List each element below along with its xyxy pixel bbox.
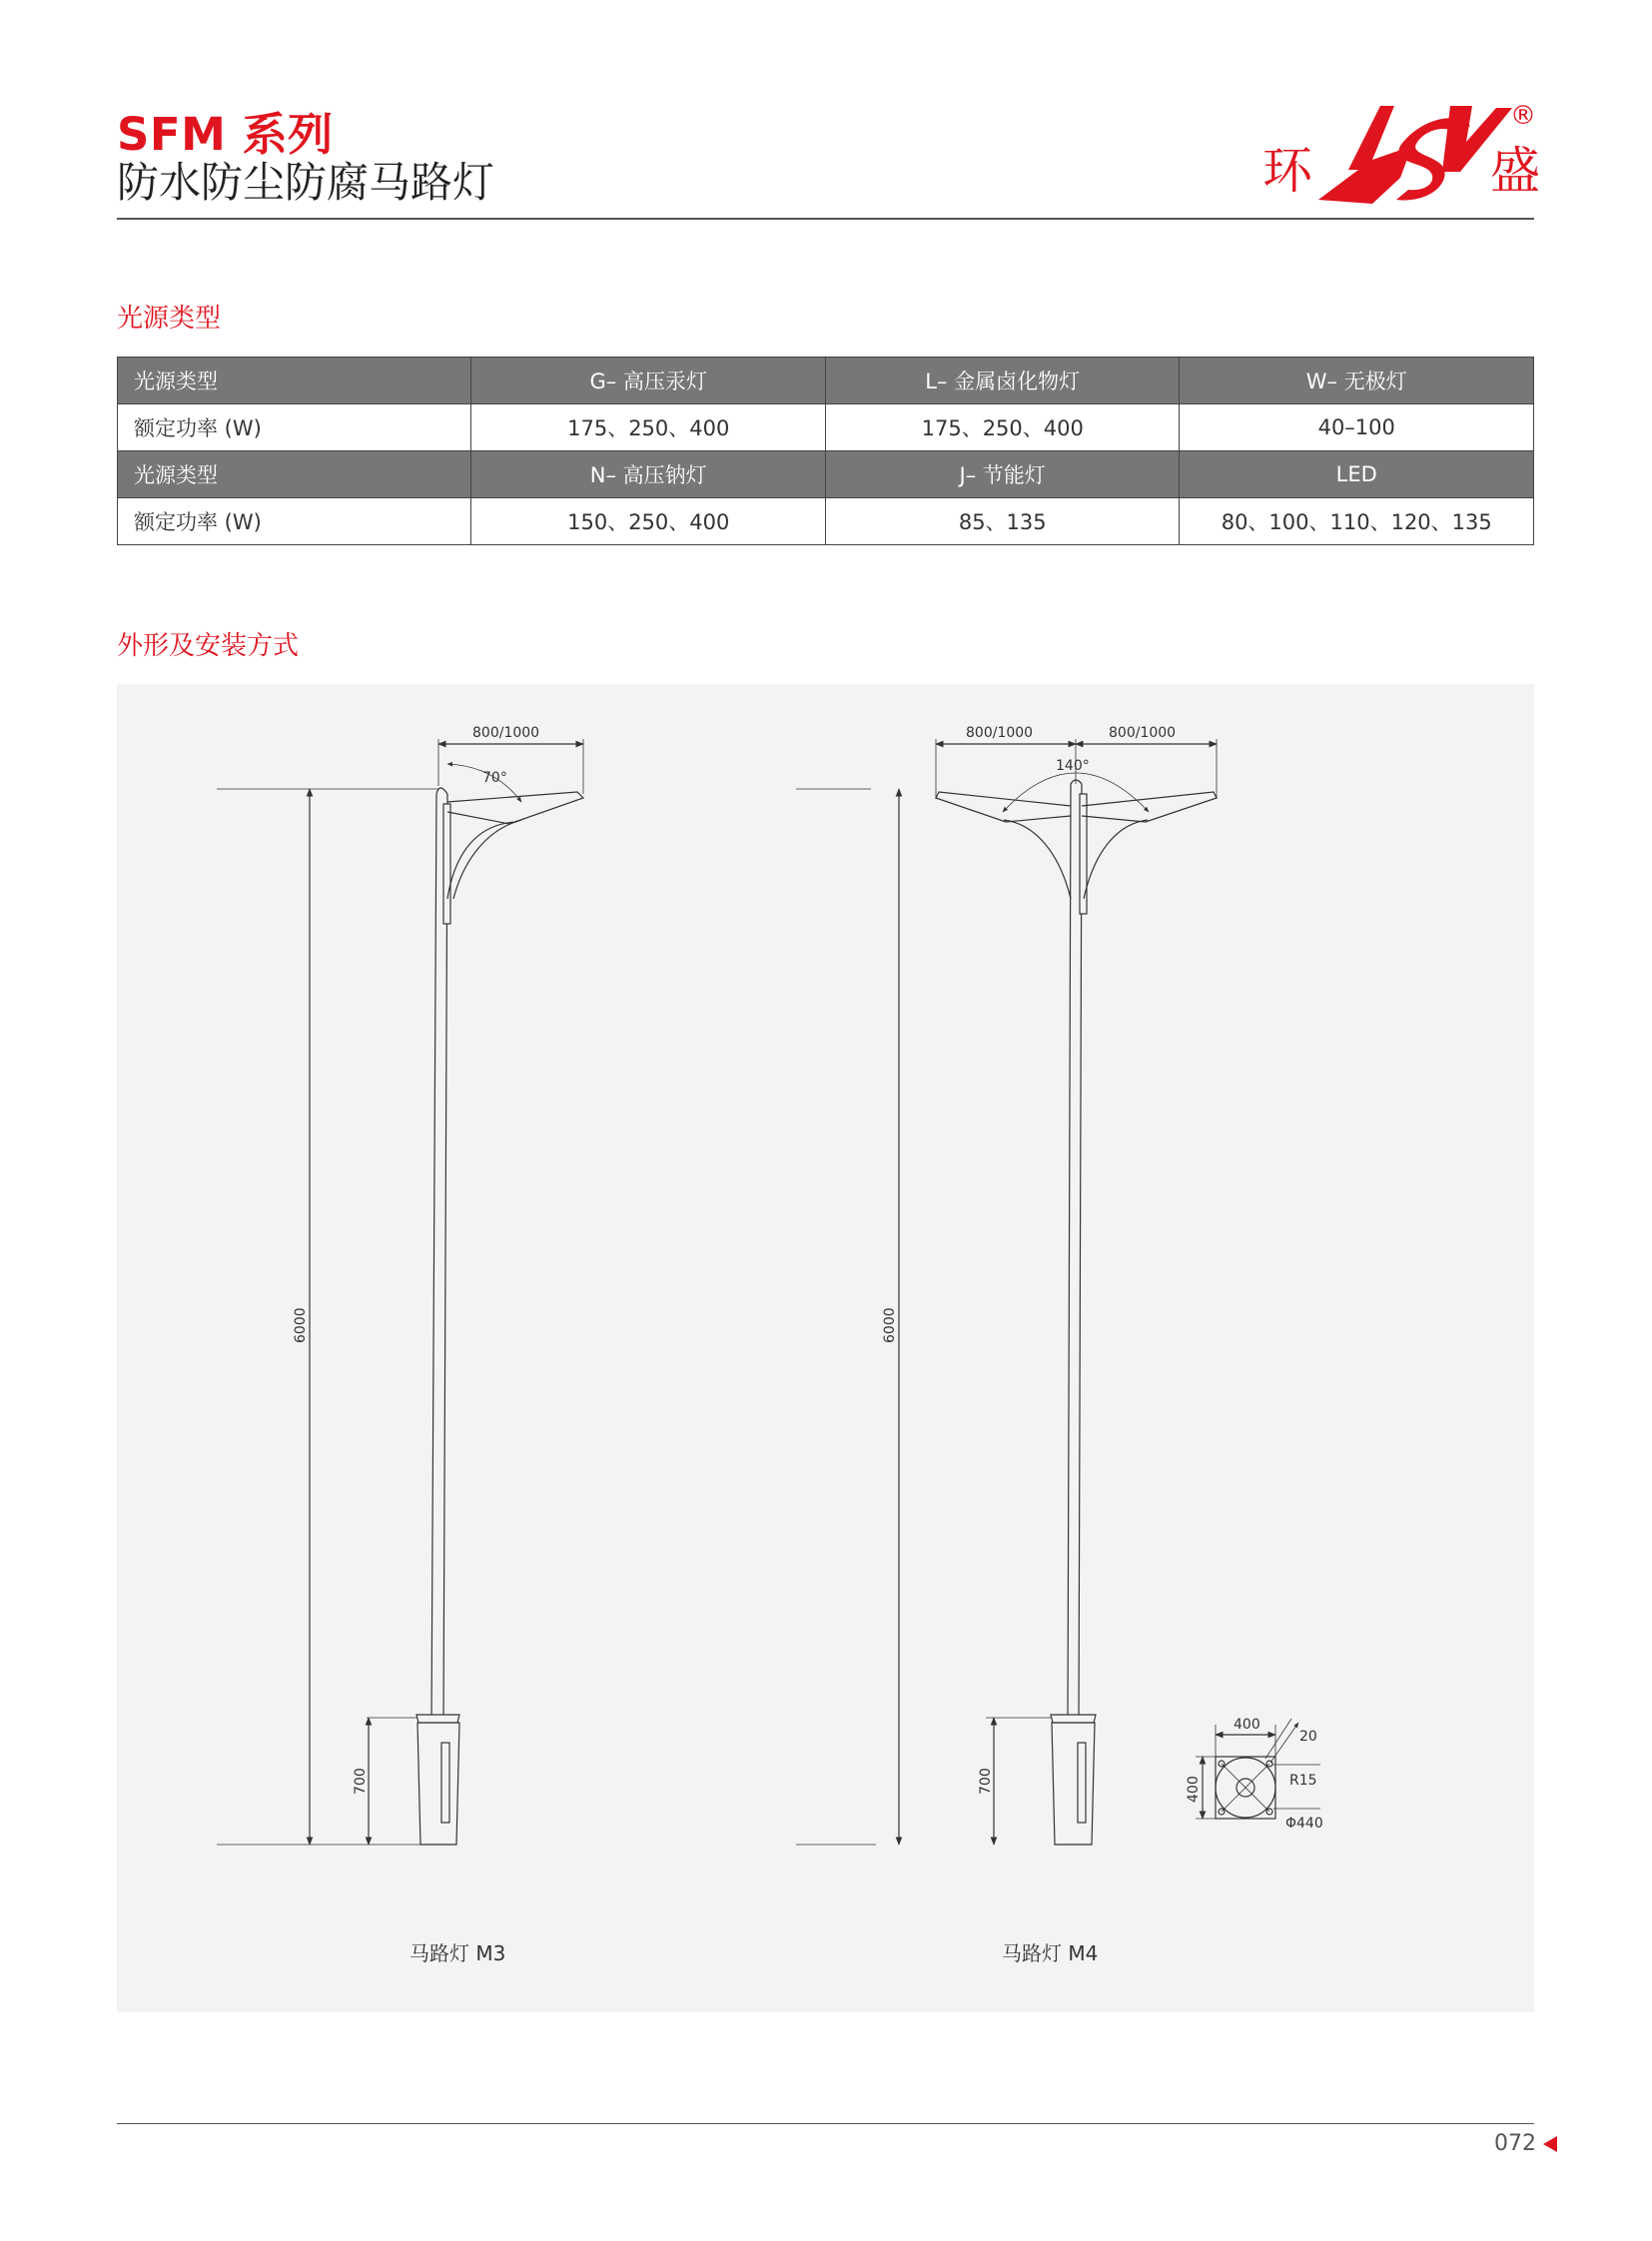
m3-height-label: 6000: [293, 1307, 309, 1343]
logo-mark-a: [1318, 106, 1412, 204]
section-heading-light-source: 光源类型: [117, 304, 222, 334]
lamp-m3-labels: [293, 725, 539, 1795]
table-row: [118, 451, 1534, 498]
flange-height-label: 400: [1186, 1776, 1202, 1803]
table-row: [118, 358, 1534, 404]
m3-arm-dim-label: 800/1000: [472, 725, 540, 741]
series-title: SFM 系列: [117, 108, 334, 161]
m4-arm-right-dim-label: 800/1000: [1109, 725, 1177, 741]
m3-base-label: 700: [353, 1768, 369, 1795]
table-cell: 光源类型: [118, 451, 471, 498]
table-cell: 150、250、400: [471, 498, 826, 545]
flange-diameter-label: Φ440: [1285, 1816, 1323, 1832]
registered-mark: ®: [1510, 101, 1536, 131]
lamp-m3-drawing: [217, 739, 583, 1845]
footer-divider: [117, 2123, 1534, 2124]
table-cell: G– 高压汞灯: [471, 358, 826, 404]
table-row: [118, 498, 1534, 545]
table-cell: 80、100、110、120、135: [1180, 498, 1534, 545]
section-heading-appearance: 外形及安装方式: [117, 631, 300, 661]
table-cell: 175、250、400: [825, 404, 1180, 451]
table-cell: N– 高压钠灯: [471, 451, 826, 498]
flange-hole-label: 20: [1299, 1729, 1317, 1745]
table-cell: 额定功率 (W): [118, 498, 471, 545]
m4-base-label: 700: [978, 1768, 994, 1795]
logo-right-char: 盛: [1490, 142, 1540, 200]
table-cell: LED: [1180, 451, 1534, 498]
table-cell: 175、250、400: [471, 404, 826, 451]
lamp-m4-drawing: [796, 739, 1217, 1845]
table-cell: W– 无极灯: [1180, 358, 1534, 404]
page-number: 072: [1494, 2131, 1536, 2156]
table-cell: J– 节能灯: [825, 451, 1180, 498]
table-cell: 85、135: [825, 498, 1180, 545]
lamp-m4-labels: [882, 725, 1176, 1795]
page-arrow-icon: [1543, 2136, 1557, 2152]
caption-m3: 马路灯 M3: [410, 1941, 506, 1965]
logo-left-char: 环: [1262, 142, 1312, 200]
m4-angle-label: 140°: [1056, 758, 1090, 774]
header-divider: [117, 218, 1534, 220]
brand-logo: [1260, 100, 1542, 210]
table-row: [118, 404, 1534, 451]
table-cell: 额定功率 (W): [118, 404, 471, 451]
m3-angle-label: 70°: [482, 770, 507, 786]
technical-drawing: [117, 684, 1534, 2012]
table-cell: L– 金属卤化物灯: [825, 358, 1180, 404]
caption-m4: 马路灯 M4: [1002, 1941, 1099, 1965]
table-cell: 光源类型: [118, 358, 471, 404]
product-title: 防水防尘防腐马路灯: [117, 158, 495, 207]
flange-width-label: 400: [1234, 1717, 1260, 1733]
m4-arm-left-dim-label: 800/1000: [966, 725, 1034, 741]
flange-radius-label: R15: [1289, 1773, 1317, 1789]
light-source-table: [117, 357, 1534, 545]
m4-height-label: 6000: [882, 1307, 898, 1343]
table-cell: 40–100: [1180, 404, 1534, 451]
